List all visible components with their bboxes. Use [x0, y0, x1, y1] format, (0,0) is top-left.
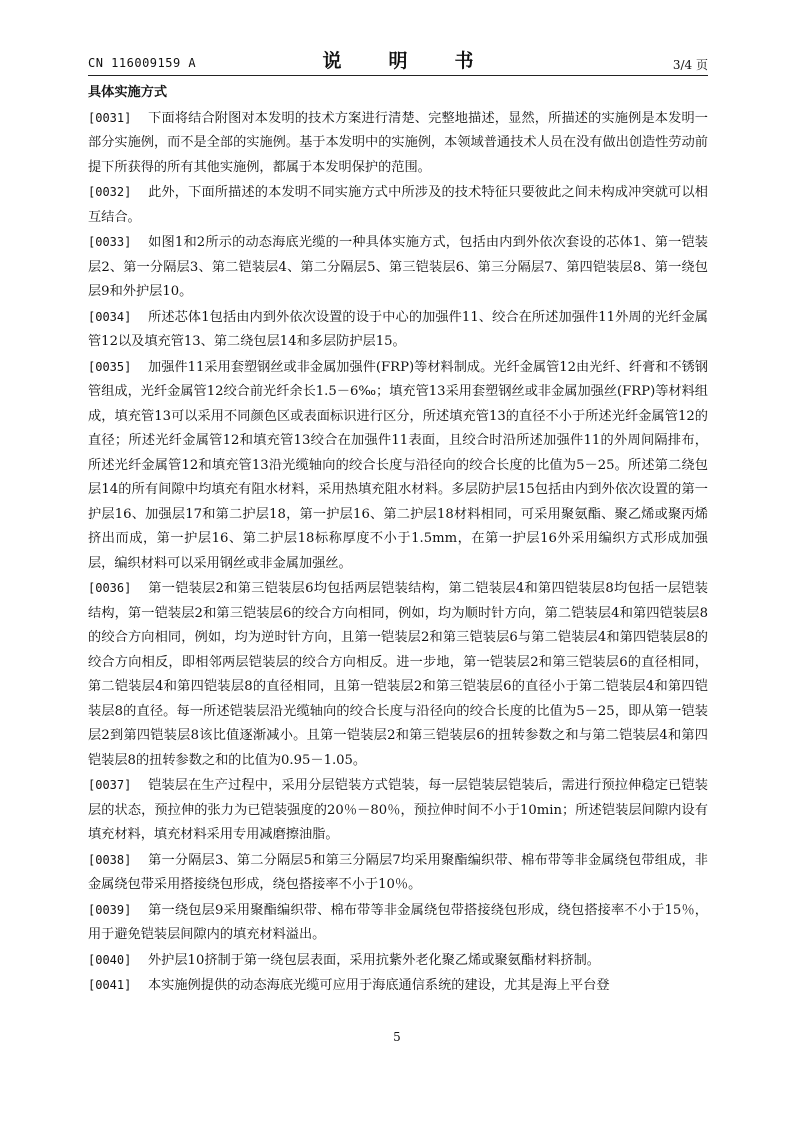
page-number: 5: [393, 1030, 401, 1044]
paragraph: [88, 230, 708, 305]
paragraph-number: [0033]: [88, 235, 132, 249]
paragraph: [88, 948, 708, 974]
paragraph: [88, 305, 708, 355]
paragraph-text: 下面将结合附图对本发明的技术方案进行清楚、完整地描述，显然，所描述的实施例是本发明一部分实施例，而不是全部的实施例。基于本发明中的实施例，本领域普通技术人员在没有做出创造性劳动前提下所获得的所有其他实施例，都属于本发明保护的范围。: [88, 110, 708, 175]
paragraph-number: [0041]: [88, 978, 132, 992]
paragraph-number: [0031]: [88, 110, 132, 125]
paragraph-number: [0035]: [88, 359, 132, 374]
paragraph-number: [0038]: [88, 852, 132, 867]
paragraph-text: 第一绕包层9采用聚酯编织带、棉布带等非金属绕包带搭接绕包形成，绕包搭接率不小于15％，用于避免铠装层间隙内的填充材料溢出。: [88, 902, 708, 942]
paragraph-text: 所述芯体1包括由内到外依次设置的设于中心的加强件11、绞合在所述加强件11外周的光纤金属管12以及填充管13、第二绕包层14和多层防护层15。: [88, 309, 708, 349]
publication-number: CN 116009159 A: [88, 56, 197, 70]
paragraph: [88, 848, 708, 898]
paragraph-text: 此外，下面所描述的本发明不同实施方式中所涉及的技术特征只要彼此之间未构成冲突就可以相互结合。: [88, 185, 708, 225]
paragraph-number: [0040]: [88, 952, 132, 967]
paragraph: [88, 180, 708, 230]
page-header: [88, 44, 708, 74]
document-title: 说 明 书: [322, 50, 488, 72]
paragraph: [88, 355, 708, 577]
paragraph-text: 本实施例提供的动态海底光缆可应用于海底通信系统的建设，尤其是海上平台登: [148, 978, 610, 993]
paragraph-text: 外护层10挤制于第一绕包层表面，采用抗紫外老化聚乙烯或聚氨酯材料挤制。: [148, 952, 600, 968]
paragraph: [88, 106, 708, 181]
header-rule: [88, 75, 708, 76]
paragraph-number: [0036]: [88, 581, 132, 595]
paragraph-text: 第一分隔层3、第二分隔层5和第三分隔层7均采用聚酯编织带、棉布带等非金属绕包带组成，非金属绕包带采用搭接绕包形成，绕包搭接率不小于10％。: [88, 852, 708, 892]
paragraph: [88, 773, 708, 848]
paragraph-text: 如图1和2所示的动态海底光缆的一种具体实施方式，包括由内到外依次套设的芯体1、第一铠装层2、第一分隔层3、第二铠装层4、第二分隔层5、第三铠装层6、第三分隔层7、第四铠装层8、第一绕包层9和外护层10。: [88, 235, 708, 299]
paragraph-number: [0032]: [88, 185, 132, 199]
paragraph: [88, 898, 708, 948]
paragraph-text: 铠装层在生产过程中，采用分层铠装方式铠装，每一层铠装层铠装后，需进行预拉伸稳定已铠装层的状态，预拉伸的张力为已铠装强度的20％－80％，预拉伸时间不小于10min；所述铠装层间隙内设有填充材料，填充材料采用专用减磨擦油脂。: [88, 778, 708, 842]
paragraph-number: [0039]: [88, 902, 132, 917]
paragraph: [88, 576, 708, 773]
document-body: [88, 81, 708, 999]
paragraph-number: [0037]: [88, 778, 132, 792]
paragraph: [88, 973, 708, 999]
page-of-indicator: 3/4 页: [672, 58, 708, 72]
paragraph-text: 加强件11采用套塑钢丝或非金属加强件(FRP)等材料制成。光纤金属管12由光纤、纤膏和不锈钢管组成，光纤金属管12绞合前光纤余长1.5－6‰；填充管13采用套塑钢丝或非金属加强丝(FRP)等材料组成，填充管13可以采用不同颜色区或表面标识进行区分，所述填充管13的直径不小于所述光纤金属管12的直径；所述光纤金属管12和填充管13绞合在加强件11表面，且绞合时沿所述加强件11的外周间隔排布，所述光纤金属管12和填充管13沿光缆轴向的绞合长度与沿径向的绞合长度的比值为5－25。所述第二绕包层14的所有间隙中均填充有阻水材料，采用热填充阻水材料。多层防护层15包括由内到外依次设置的第一护层16、加强层17和第二护层18，第一护层16、第二护层18材料相同，可采用聚氨酯、聚乙烯或聚丙烯挤出而成，第一护层16、第二护层18标称厚度不小于1.5mm，在第一护层16外采用编织方式形成加强层，编织材料可以采用钢丝或非金属加强丝。: [88, 359, 708, 571]
paragraph-text: 第一铠装层2和第三铠装层6均包括两层铠装结构，第二铠装层4和第四铠装层8均包括一层铠装结构，第一铠装层2和第三铠装层6的绞合方向相同，例如，均为顺时针方向，第二铠装层4和第四铠装层8的绞合方向相同，例如，均为逆时针方向，且第一铠装层2和第三铠装层6与第二铠装层4和第四铠装层8的绞合方向相反，即相邻两层铠装层的绞合方向相反。进一步地，第一铠装层2和第三铠装层6的直径相同，第二铠装层4和第四铠装层8的直径相同，且第一铠装层2和第三铠装层6的直径小于第二铠装层4和第四铠装层8的直径。每一所述铠装层沿光缆轴向的绞合长度与沿径向的绞合长度的比值为5－25，即从第一铠装层2到第四铠装层8该比值逐渐减小。且第一铠装层2和第三铠装层6的扭转参数之和与第二铠装层4和第四铠装层8的扭转参数之和的比值为0.95－1.05。: [88, 581, 708, 768]
paragraph-number: [0034]: [88, 309, 132, 324]
section-title: 具体实施方式: [88, 85, 168, 100]
